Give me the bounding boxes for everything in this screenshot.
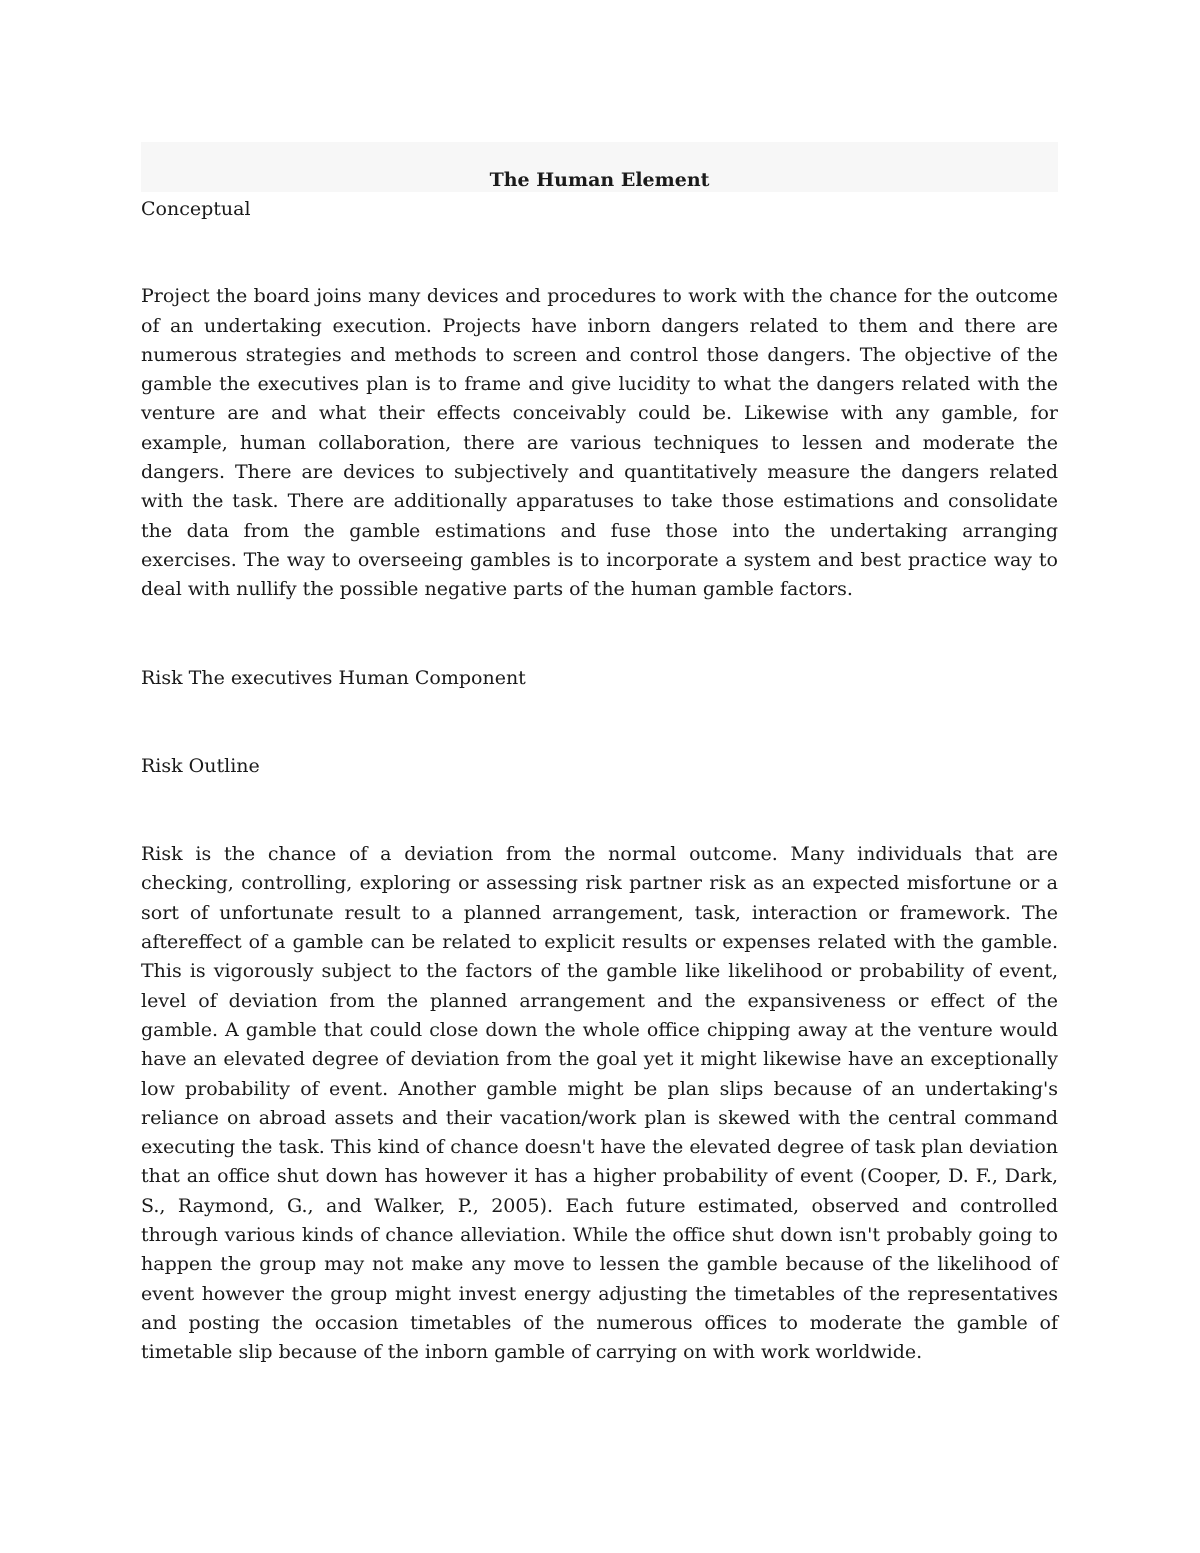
- paragraph-risk-definition: Risk is the chance of a deviation from the normal outcome. Many individuals that are checking, controlling, exploring or assessing risk partner risk as an expected misfortune or a sort of unfortunate result to a planned arrangement, task, interaction or framework. The aftereffect of a gamble can be related to explicit results or expenses related with the gamble. This is vigorously subject to the factors of the gamble like likelihood or probability of event, level of deviation from the planned arrangement and the expansiveness or effect of the gamble. A gamble that could close down the whole office chipping away at the venture would have an elevated degree of deviation from the goal yet it might likewise have an exceptionally low probability of event. Another gamble might be plan slips because of an undertaking's reliance on abroad assets and their vacation/work plan is skewed with the central command executing the task. This kind of chance doesn't have the elevated degree of task plan deviation that an office shut down has however it has a higher probability of event (Cooper, D. F., Dark, S., Raymond, G., and Walker, P., 2005). Each future estimated, observed and controlled through various kinds of chance alleviation. While the office shut down isn't probably going to happen the group may not make any move to lessen the gamble because of the likelihood of event however the group might invest energy adjusting the timetables of the representatives and posting the occasion timetables of the numerous offices to moderate the gamble of timetable slip because of the inborn gamble of carrying on with work worldwide.: [141, 843, 1058, 1364]
- heading-conceptual: Conceptual: [141, 198, 251, 220]
- paragraph-project-board: Project the board joins many devices and procedures to work with the chance for the outcome of an undertaking execution. Projects have inborn dangers related to them and there are numerous strategies and methods to screen and control those dangers. The objective of the gamble the executives plan is to frame and give lucidity to what the dangers related with the venture are and what their effects conceivably could be. Likewise with any gamble, for example, human collaboration, there are various techniques to lessen and moderate the dangers. There are devices to subjectively and quantitatively measure the dangers related with the task. There are additionally apparatuses to take those estimations and consolidate the data from the gamble estimations and fuse those into the undertaking arranging exercises. The way to overseeing gambles is to incorporate a system and best practice way to deal with nullify the possible negative parts of the human gamble factors.: [141, 285, 1058, 601]
- heading-risk-outline: Risk Outline: [141, 754, 260, 777]
- document-title: The Human Element: [489, 169, 710, 191]
- title-band: [141, 142, 1058, 192]
- heading-risk-management: Risk The executives Human Component: [141, 666, 526, 689]
- document-page: [141, 142, 1058, 1368]
